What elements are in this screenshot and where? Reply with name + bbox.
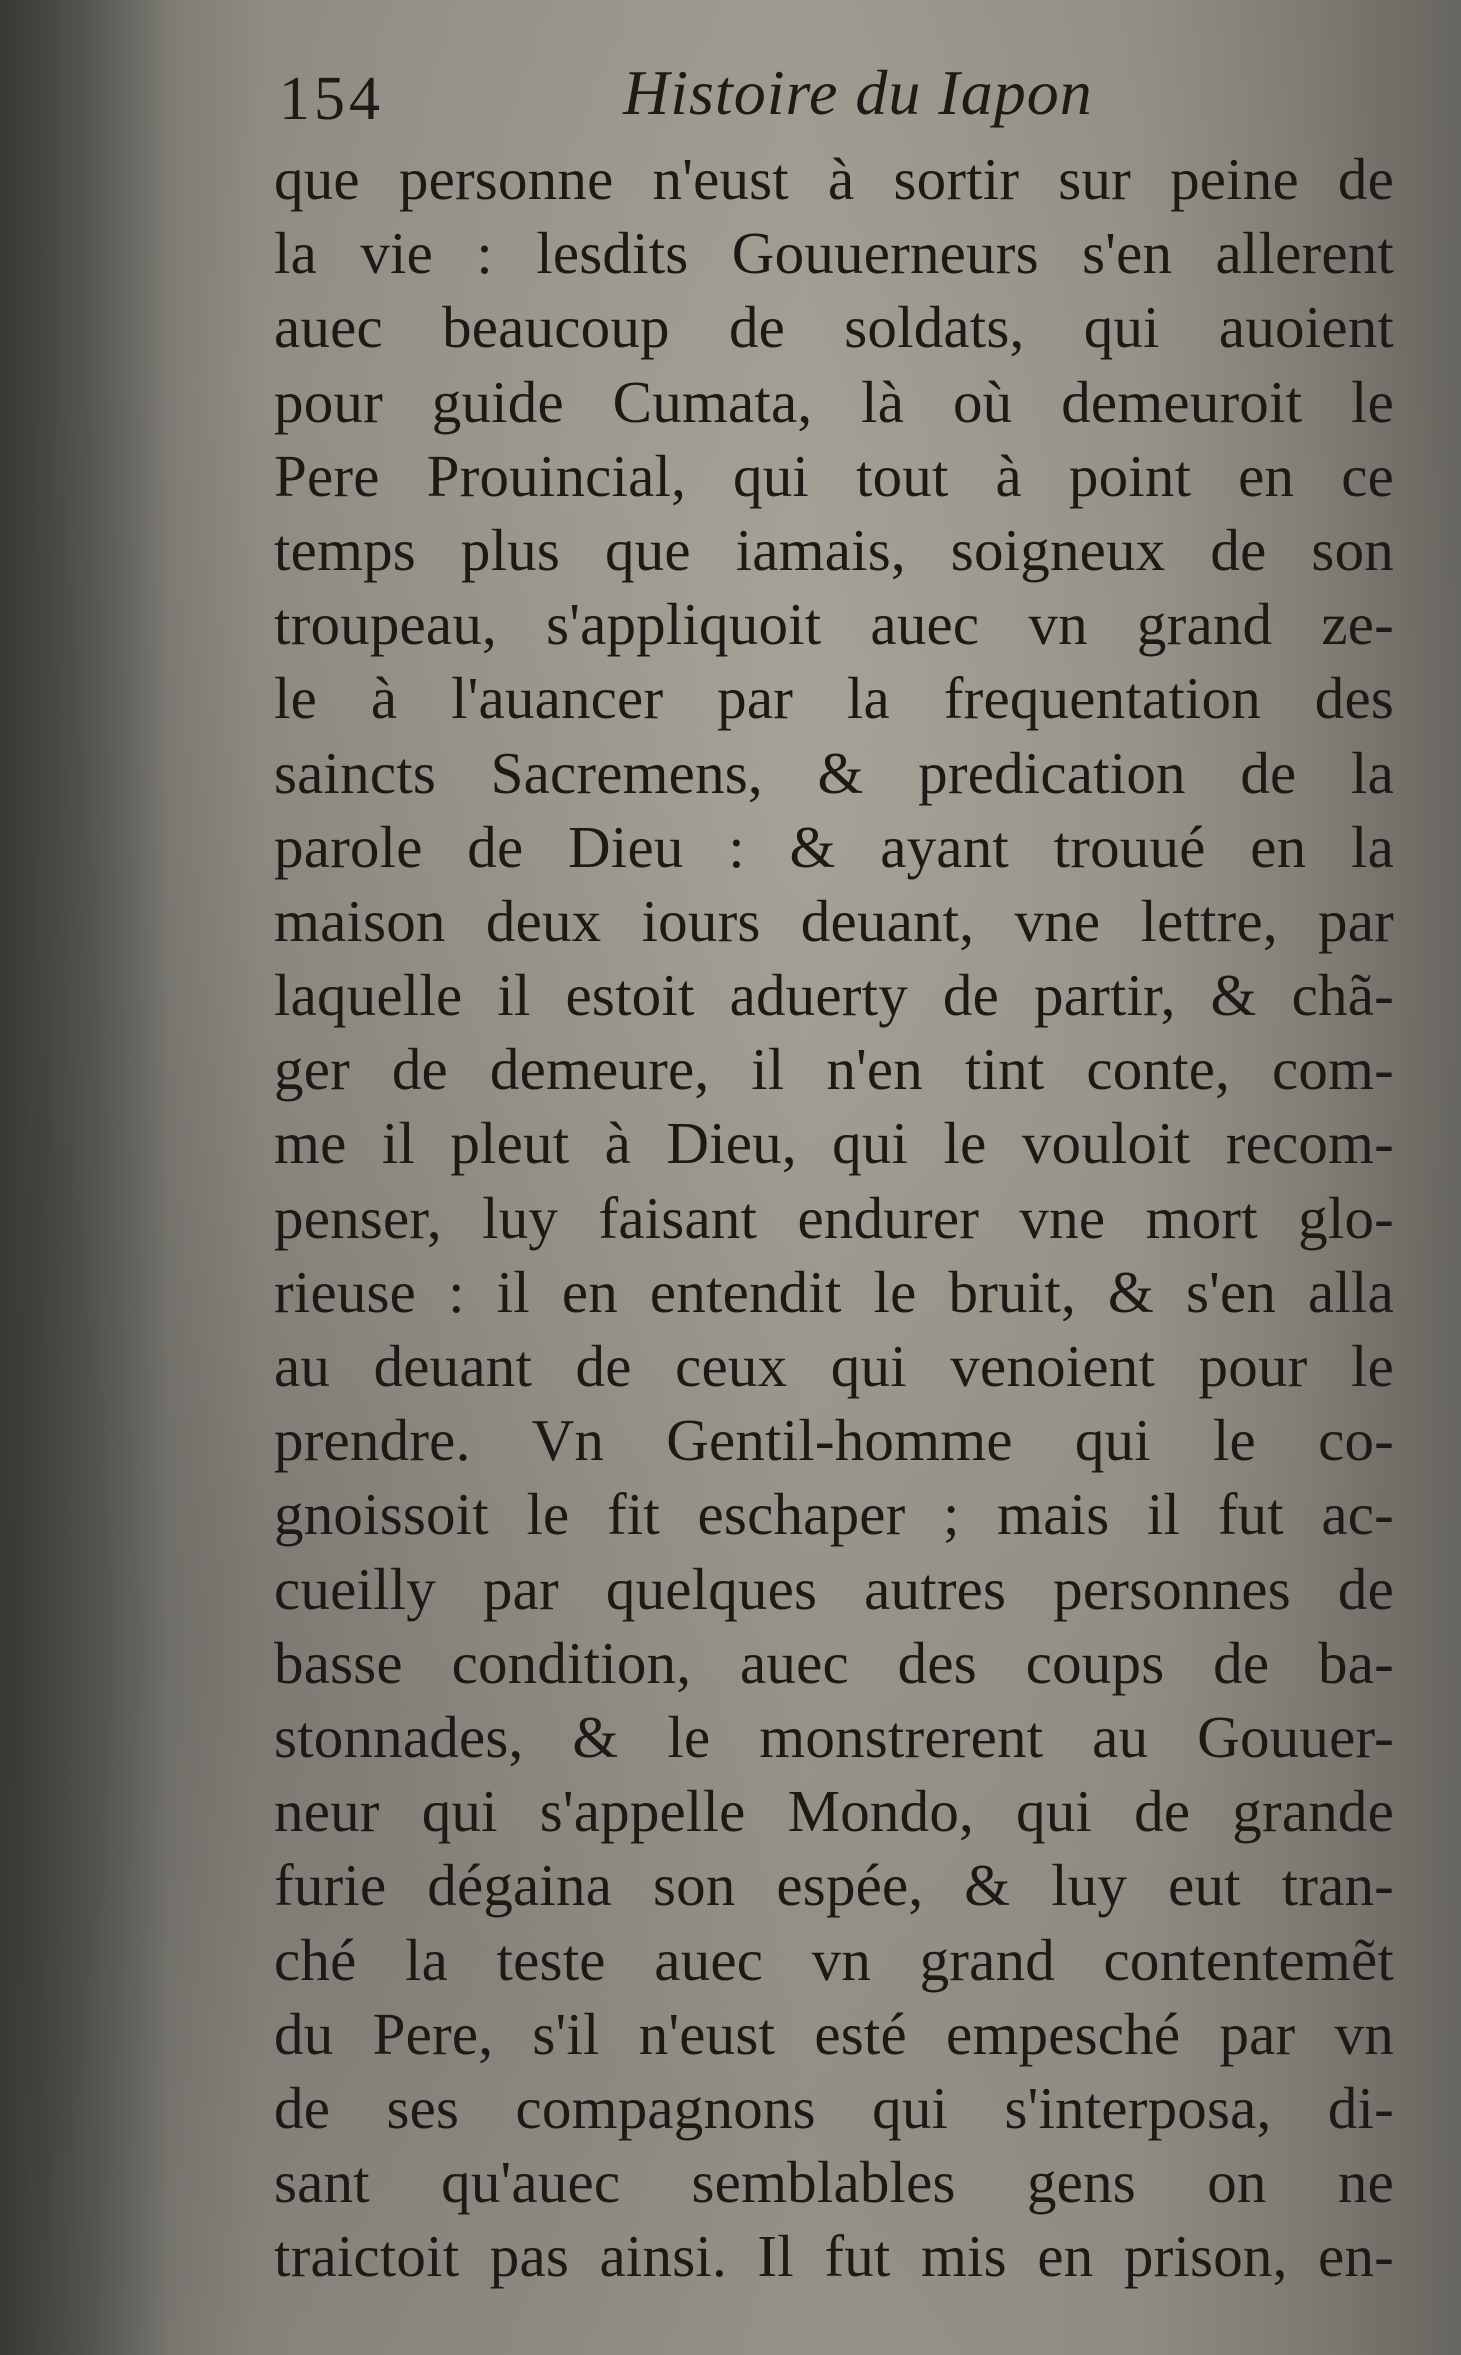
- text-line: ché la teste auec vn grand contentemẽt: [274, 1926, 1394, 1993]
- text-line: saincts Sacremens, & predication de la: [274, 739, 1394, 806]
- text-line: troupeau, s'appliquoit auec vn grand ze-: [274, 591, 1394, 658]
- text-line: Pere Prouincial, qui tout à point en ce: [274, 442, 1394, 509]
- text-line: stonnades, & le monstrerent au Gouuer-: [274, 1703, 1394, 1770]
- text-line: me il pleut à Dieu, qui le vouloit recom-: [274, 1110, 1394, 1177]
- text-line: rieuse : il en entendit le bruit, & s'en alla: [274, 1258, 1394, 1325]
- text-line: penser, luy faisant endurer vne mort glo-: [274, 1184, 1394, 1251]
- text-line: maison deux iours deuant, vne lettre, par: [274, 887, 1394, 954]
- running-head: Histoire du Iapon: [623, 57, 1093, 128]
- gutter-shadow: [0, 0, 170, 2355]
- text-line: neur qui s'appelle Mondo, qui de grande: [274, 1778, 1394, 1845]
- text-line: au deuant de ceux qui venoient pour le: [274, 1333, 1394, 1399]
- text-line: de ses compagnons qui s'interposa, di-: [274, 2074, 1394, 2141]
- text-line: le à l'auancer par la frequentation des: [274, 665, 1394, 732]
- text-line: pour guide Cumata, là où demeuroit le: [274, 368, 1394, 435]
- text-line: basse condition, auec des coups de ba-: [274, 1629, 1394, 1696]
- page-number: 154: [279, 65, 384, 133]
- text-line: parole de Dieu : & ayant trouué en la: [274, 813, 1394, 880]
- text-line: furie dégaina son espée, & luy eut tran-: [274, 1852, 1394, 1919]
- text-line: que personne n'eust à sortir sur peine de: [274, 146, 1394, 212]
- text-line: temps plus que iamais, soigneux de son: [274, 516, 1394, 583]
- text-line: ger de demeure, il n'en tint conte, com-: [274, 1036, 1394, 1103]
- text-line: laquelle il estoit aduerty de partir, & chã-: [274, 962, 1394, 1029]
- text-line: cueilly par quelques autres personnes de: [274, 1555, 1394, 1622]
- text-line: auec beaucoup de soldats, qui auoient: [274, 294, 1394, 361]
- text-line: traictoit pas ainsi. Il fut mis en prison, en-: [274, 2223, 1394, 2290]
- text-line: du Pere, s'il n'eust esté empesché par vn: [274, 2000, 1394, 2067]
- body-text: [274, 142, 1394, 2293]
- text-line: prendre. Vn Gentil-homme qui le co-: [274, 1407, 1394, 1474]
- text-line: gnoissoit le fit eschaper ; mais il fut ac-: [274, 1481, 1394, 1548]
- text-line: la vie : lesdits Gouuerneurs s'en allerent: [274, 220, 1394, 287]
- text-line: sant qu'auec semblables gens on ne: [274, 2149, 1394, 2216]
